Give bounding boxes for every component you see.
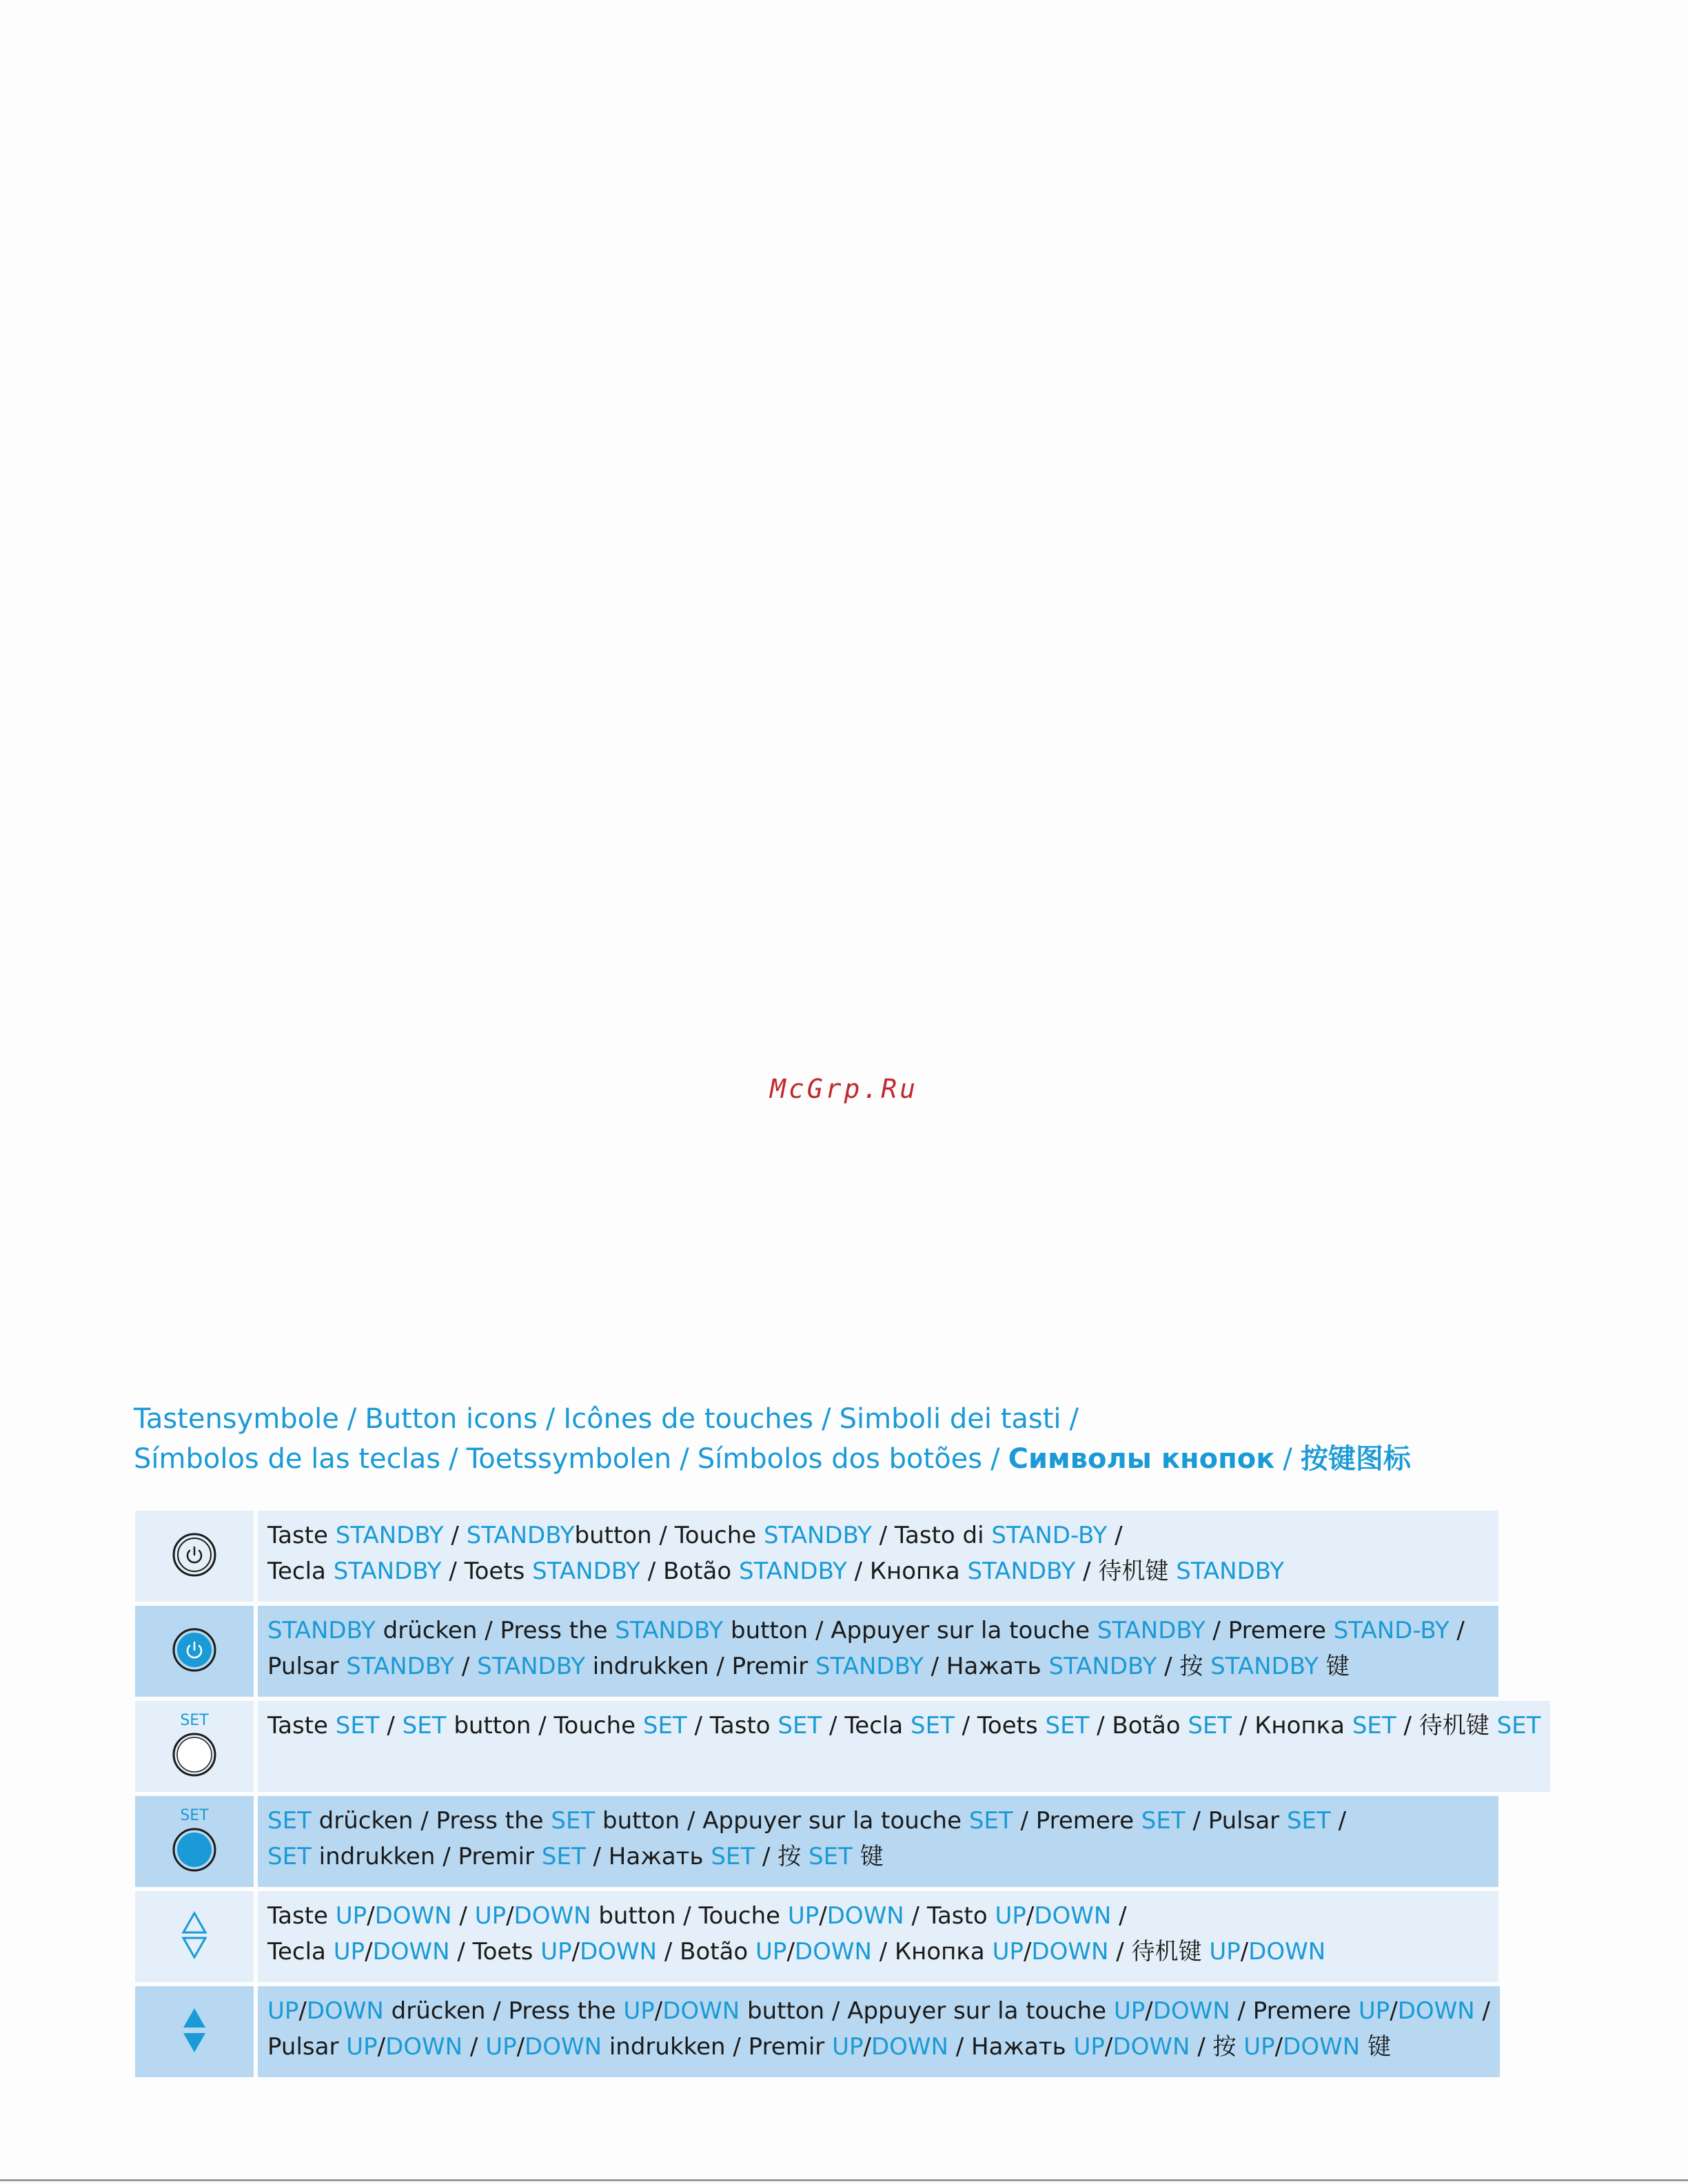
button-name: SET xyxy=(1188,1712,1232,1739)
button-name: STANDBY xyxy=(967,1558,1076,1585)
button-name: SET xyxy=(1496,1712,1541,1739)
text-segment: / xyxy=(443,1522,467,1549)
row-text-line xyxy=(267,1934,1489,1970)
text-segment: / xyxy=(451,1902,475,1930)
button-name: STANDBY xyxy=(346,1653,455,1680)
button-name: DOWN xyxy=(306,1997,384,2025)
row-text xyxy=(258,1606,1498,1697)
text-segment: / xyxy=(1240,1938,1249,1966)
text-segment: 键 xyxy=(852,1843,884,1870)
row-text-line xyxy=(267,1839,1489,1875)
text-segment: / xyxy=(1107,1522,1123,1549)
heading-pt: Símbolos dos botões xyxy=(697,1443,983,1475)
button-name: DOWN xyxy=(374,1902,452,1930)
text-segment: button / Touche xyxy=(574,1522,764,1549)
text-segment: drücken / Press the xyxy=(383,1997,624,2025)
text-segment: / xyxy=(1023,1938,1032,1966)
text-segment: / xyxy=(1390,1997,1398,2025)
text-segment: / Tasto di xyxy=(871,1522,992,1549)
button-name: SET xyxy=(809,1843,853,1870)
table-row xyxy=(135,1606,1498,1697)
button-name: STANDBY xyxy=(267,1617,376,1644)
text-segment: / Botão xyxy=(1089,1712,1188,1739)
heading-nl: Toetssymbolen xyxy=(466,1443,672,1475)
text-segment: / Toets xyxy=(441,1558,533,1585)
text-segment: / Кнопка xyxy=(1232,1712,1352,1739)
text-segment: / Toets xyxy=(954,1712,1046,1739)
button-name: UP xyxy=(1073,2033,1105,2061)
row-text xyxy=(258,1511,1498,1602)
icon-cell xyxy=(135,1796,254,1887)
text-segment: / xyxy=(377,2033,386,2061)
text-segment: / Pulsar xyxy=(1185,1807,1287,1835)
text-segment: / xyxy=(454,1653,478,1680)
text-segment: 键 xyxy=(1360,2033,1391,2061)
set-icon-label: SET xyxy=(180,1807,209,1824)
text-segment: / xyxy=(1104,2033,1113,2061)
text-segment: / xyxy=(462,2033,486,2061)
text-segment: / xyxy=(786,1938,795,1966)
button-name: DOWN xyxy=(1283,2033,1361,2061)
standby-filled-icon xyxy=(172,1627,217,1675)
button-name: DOWN xyxy=(1397,1997,1475,2025)
row-text-line xyxy=(267,1649,1489,1684)
button-name: UP xyxy=(267,1997,299,2025)
button-name: SET xyxy=(541,1843,586,1870)
button-name: UP xyxy=(1243,2033,1275,2061)
button-name: SET xyxy=(777,1712,822,1739)
button-name: UP xyxy=(335,1902,367,1930)
text-segment: Taste xyxy=(267,1522,336,1549)
heading-en: Button icons xyxy=(365,1403,538,1435)
text-segment: Pulsar xyxy=(267,2033,347,2061)
text-segment: / Нажать xyxy=(923,1653,1049,1680)
button-name: STANDBY xyxy=(1048,1653,1157,1680)
text-segment: / xyxy=(1330,1807,1347,1835)
text-segment: / Premere xyxy=(1230,1997,1359,2025)
text-segment: indrukken / Premir xyxy=(602,2033,833,2061)
footer-rule xyxy=(0,2179,1688,2181)
text-segment: Tecla xyxy=(267,1938,334,1966)
text-segment: button / Appuyer sur la touche xyxy=(723,1617,1097,1644)
text-segment: / 按 xyxy=(1157,1653,1211,1680)
set-outline-icon xyxy=(172,1732,217,1780)
button-name: SET xyxy=(1352,1712,1396,1739)
button-name: SET xyxy=(267,1807,312,1835)
button-name: DOWN xyxy=(1112,2033,1190,2061)
button-name: DOWN xyxy=(794,1938,872,1966)
row-text-line xyxy=(267,1613,1489,1649)
text-segment: / xyxy=(1026,1902,1035,1930)
row-text xyxy=(258,1891,1498,1982)
button-name: STANDBY xyxy=(1210,1653,1319,1680)
button-name: UP xyxy=(1113,1997,1146,2025)
text-segment: / xyxy=(379,1712,403,1739)
row-text-line xyxy=(267,1803,1489,1839)
icon-cell xyxy=(135,1986,254,2077)
button-name: UP xyxy=(1209,1938,1241,1966)
button-name: UP xyxy=(333,1938,365,1966)
text-segment: / Нажать xyxy=(948,2033,1074,2061)
heading-line-1: Tastensymbole / Button icons / Icônes de touches / Simboli dei tasti / xyxy=(134,1403,1079,1435)
row-text-line xyxy=(267,1898,1489,1934)
button-name: STANDBY xyxy=(615,1617,724,1644)
heading-de: Tastensymbole xyxy=(134,1403,339,1435)
text-segment: / Tasto xyxy=(904,1902,995,1930)
button-name: SET xyxy=(1141,1807,1186,1835)
text-segment: Tecla xyxy=(267,1558,334,1585)
text-segment: / Premere xyxy=(1013,1807,1141,1835)
text-segment: / xyxy=(516,2033,525,2061)
button-name: STANDBY xyxy=(466,1522,575,1549)
text-segment: 键 xyxy=(1318,1653,1350,1680)
set-filled-icon xyxy=(172,1827,217,1875)
button-name: SET xyxy=(402,1712,447,1739)
icon-cell xyxy=(135,1891,254,1982)
button-name: STANDBY xyxy=(815,1653,924,1680)
row-text xyxy=(258,1986,1500,2077)
text-segment: Taste xyxy=(267,1902,336,1930)
text-segment: / Botão xyxy=(640,1558,739,1585)
button-name: DOWN xyxy=(1034,1902,1112,1930)
button-name: DOWN xyxy=(1031,1938,1109,1966)
button-name: UP xyxy=(755,1938,787,1966)
text-segment: / Premere xyxy=(1205,1617,1334,1644)
up-down-outline-icon xyxy=(181,1910,208,1963)
button-name: DOWN xyxy=(385,2033,463,2061)
text-segment: / 按 xyxy=(1190,2033,1244,2061)
text-segment: / xyxy=(298,1997,307,2025)
button-name: UP xyxy=(623,1997,655,2025)
text-segment: / xyxy=(1111,1902,1127,1930)
button-name: DOWN xyxy=(1152,1997,1230,2025)
button-name: STANDBY xyxy=(532,1558,640,1585)
button-name: UP xyxy=(992,1938,1024,1966)
text-segment: Pulsar xyxy=(267,1653,347,1680)
text-segment: button / Touche xyxy=(446,1712,643,1739)
text-segment: / Кнопка xyxy=(871,1938,993,1966)
button-name: SET xyxy=(911,1712,955,1739)
set-icon-label: SET xyxy=(180,1712,209,1729)
button-name: STAND-BY xyxy=(991,1522,1108,1549)
button-name: DOWN xyxy=(871,2033,948,2061)
text-segment: / Tasto xyxy=(687,1712,778,1739)
watermark: McGrp.Ru xyxy=(769,1074,919,1104)
icon-cell xyxy=(135,1701,254,1792)
text-segment: / xyxy=(365,1938,373,1966)
text-segment: indrukken / Premir xyxy=(311,1843,542,1870)
row-text xyxy=(258,1796,1498,1887)
text-segment: button / Appuyer sur la touche xyxy=(740,1997,1114,2025)
standby-outline-icon xyxy=(172,1532,217,1580)
text-segment: / 按 xyxy=(755,1843,809,1870)
text-segment: / Нажать xyxy=(585,1843,711,1870)
button-name: UP xyxy=(995,1902,1026,1930)
heading-it: Simboli dei tasti xyxy=(839,1403,1061,1435)
text-segment: Taste xyxy=(267,1712,336,1739)
text-segment: / xyxy=(863,2033,871,2061)
row-text-line xyxy=(267,2029,1490,2065)
text-segment: / Toets xyxy=(449,1938,541,1966)
text-segment: indrukken / Premir xyxy=(584,1653,816,1680)
text-segment: / 待机键 xyxy=(1396,1712,1497,1739)
button-name: STANDBY xyxy=(333,1558,442,1585)
button-name: STANDBY xyxy=(738,1558,847,1585)
text-segment: / xyxy=(819,1902,827,1930)
icon-cell xyxy=(135,1511,254,1602)
text-segment: button / Appuyer sur la touche xyxy=(595,1807,969,1835)
text-segment: / 待机键 xyxy=(1075,1558,1177,1585)
button-name: UP xyxy=(540,1938,572,1966)
text-segment: / xyxy=(1474,1997,1490,2025)
button-name: STANDBY xyxy=(1176,1558,1285,1585)
text-segment: / xyxy=(571,1938,580,1966)
button-name: UP xyxy=(832,2033,864,2061)
text-segment: / xyxy=(1449,1617,1465,1644)
table-row xyxy=(135,1511,1498,1602)
button-name: DOWN xyxy=(372,1938,450,1966)
button-name: SET xyxy=(711,1843,755,1870)
text-segment: drücken / Press the xyxy=(311,1807,551,1835)
button-name: DOWN xyxy=(1248,1938,1326,1966)
text-segment: drücken / Press the xyxy=(375,1617,616,1644)
heading-fr: Icônes de touches xyxy=(563,1403,814,1435)
button-icons-table xyxy=(135,1511,1541,2081)
button-name: STANDBY xyxy=(1097,1617,1206,1644)
row-text-line xyxy=(267,1993,1490,2029)
button-name: SET xyxy=(642,1712,687,1739)
button-name: UP xyxy=(474,1902,507,1930)
button-name: DOWN xyxy=(513,1902,591,1930)
text-segment: / xyxy=(367,1902,375,1930)
icon-cell xyxy=(135,1606,254,1697)
text-segment: button / Touche xyxy=(591,1902,788,1930)
row-text xyxy=(258,1701,1550,1792)
text-segment: / xyxy=(506,1902,514,1930)
button-name: DOWN xyxy=(525,2033,602,2061)
button-name: DOWN xyxy=(826,1902,904,1930)
heading-zh: 按键图标 xyxy=(1300,1443,1411,1475)
section-heading xyxy=(134,1399,1411,1479)
text-segment: / xyxy=(654,1997,663,2025)
button-name: SET xyxy=(1286,1807,1331,1835)
button-name: STANDBY xyxy=(477,1653,585,1680)
heading-es: Símbolos de las teclas xyxy=(134,1443,441,1475)
button-name: SET xyxy=(267,1843,312,1870)
table-row xyxy=(135,1701,1541,1792)
text-segment: / xyxy=(1274,2033,1283,2061)
button-name: SET xyxy=(1045,1712,1090,1739)
row-text-line xyxy=(267,1708,1540,1744)
heading-ru: Символы кнопок xyxy=(1008,1443,1275,1475)
up-down-filled-icon xyxy=(181,2006,208,2058)
text-segment: / Botão xyxy=(657,1938,756,1966)
heading-line-2: Símbolos de las teclas / Toetssymbolen / Símbolos dos botões / Символы кнопок / 按键图标 xyxy=(134,1443,1411,1475)
button-name: UP xyxy=(1358,1997,1390,2025)
text-segment: / Tecla xyxy=(822,1712,911,1739)
button-name: UP xyxy=(485,2033,517,2061)
button-name: STANDBY xyxy=(335,1522,444,1549)
button-name: SET xyxy=(968,1807,1013,1835)
text-segment: / Кнопка xyxy=(846,1558,968,1585)
table-row xyxy=(135,1796,1498,1887)
text-segment: / xyxy=(1145,1997,1153,2025)
button-name: UP xyxy=(346,2033,378,2061)
row-text-line xyxy=(267,1553,1489,1589)
table-row xyxy=(135,1986,1498,2077)
button-name: SET xyxy=(551,1807,596,1835)
text-segment: / 待机键 xyxy=(1108,1938,1210,1966)
button-name: DOWN xyxy=(580,1938,658,1966)
button-name: STANDBY xyxy=(764,1522,872,1549)
button-name: DOWN xyxy=(662,1997,740,2025)
button-name: UP xyxy=(787,1902,820,1930)
row-text-line xyxy=(267,1518,1489,1553)
button-name: SET xyxy=(335,1712,380,1739)
table-row xyxy=(135,1891,1498,1982)
button-name: STAND-BY xyxy=(1333,1617,1450,1644)
